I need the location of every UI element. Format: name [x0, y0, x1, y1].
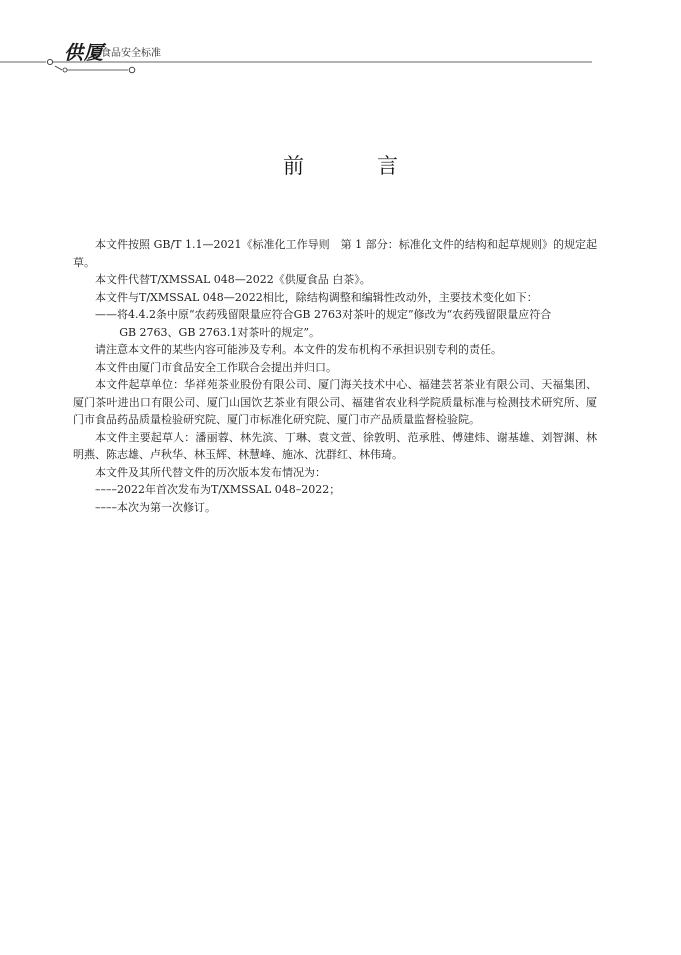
paragraph-history-intro: 本文件及其所代替文件的历次版本发布情况为：: [95, 465, 326, 479]
change-item-line2: GB 2763、GB 2763.1对茶叶的规定”。: [119, 325, 321, 339]
header-rule-decoration: [0, 0, 681, 80]
change-item-line1: ——将4.4.2条中原“农药残留限量应符合GB 2763对茶叶的规定”修改为“农药残留限量应符合: [95, 308, 552, 321]
paragraph-drafting-units: 本文件起草单位：华祥苑茶业股份有限公司、厦门海关技术中心、福建芸茗茶业有限公司、天福集团、厦门茶叶进出口有限公司、厦门山国饮艺茶业有限公司、福建省农业科学院质量标准与检测技术研究所、厦门市食品药品质量检验研究院、厦门市标准化研究院、厦门市产品质量监督检验院。: [73, 378, 597, 426]
foreword-body: [73, 236, 597, 516]
history-item: ––––本次为第一次修订。: [95, 500, 216, 514]
paragraph-replaces: 本文件代替T/XMSSAL 048—2022《供厦食品 白茶》。: [95, 273, 371, 286]
brand-subtitle: 食品安全标准: [101, 48, 161, 59]
history-item: ––––2022年首次发布为T/XMSSAL 048–2022；: [95, 483, 341, 496]
brand-logo: 供厦: [64, 42, 105, 64]
page-title: 前 言: [283, 154, 424, 178]
paragraph-drafters: 本文件主要起草人：潘丽蓉、林先滨、丁琳、袁文萱、徐敦明、范承胜、傅建炜、谢基雄、刘智渊、林明燕、陈志雄、卢秋华、林玉辉、林慧峰、施冰、沈群红、林伟琦。: [73, 430, 597, 461]
change-list-item: [73, 306, 597, 341]
paragraph-changes-intro: 本文件与T/XMSSAL 048—2022相比，除结构调整和编辑性改动外，主要技术变化如下：: [95, 290, 538, 304]
paragraph-proposer: 本文件由厦门市食品安全工作联合会提出并归口。: [95, 360, 337, 374]
page-header: [0, 0, 681, 80]
paragraph-patent-notice: 请注意本文件的某些内容可能涉及专利。本文件的发布机构不承担识别专利的责任。: [95, 343, 502, 356]
paragraph-drafting-rules: 本文件按照 GB/T 1.1—2021《标准化工作导则 第 1 部分：标准化文件的结构和起草规则》的规定起草。: [73, 238, 597, 269]
